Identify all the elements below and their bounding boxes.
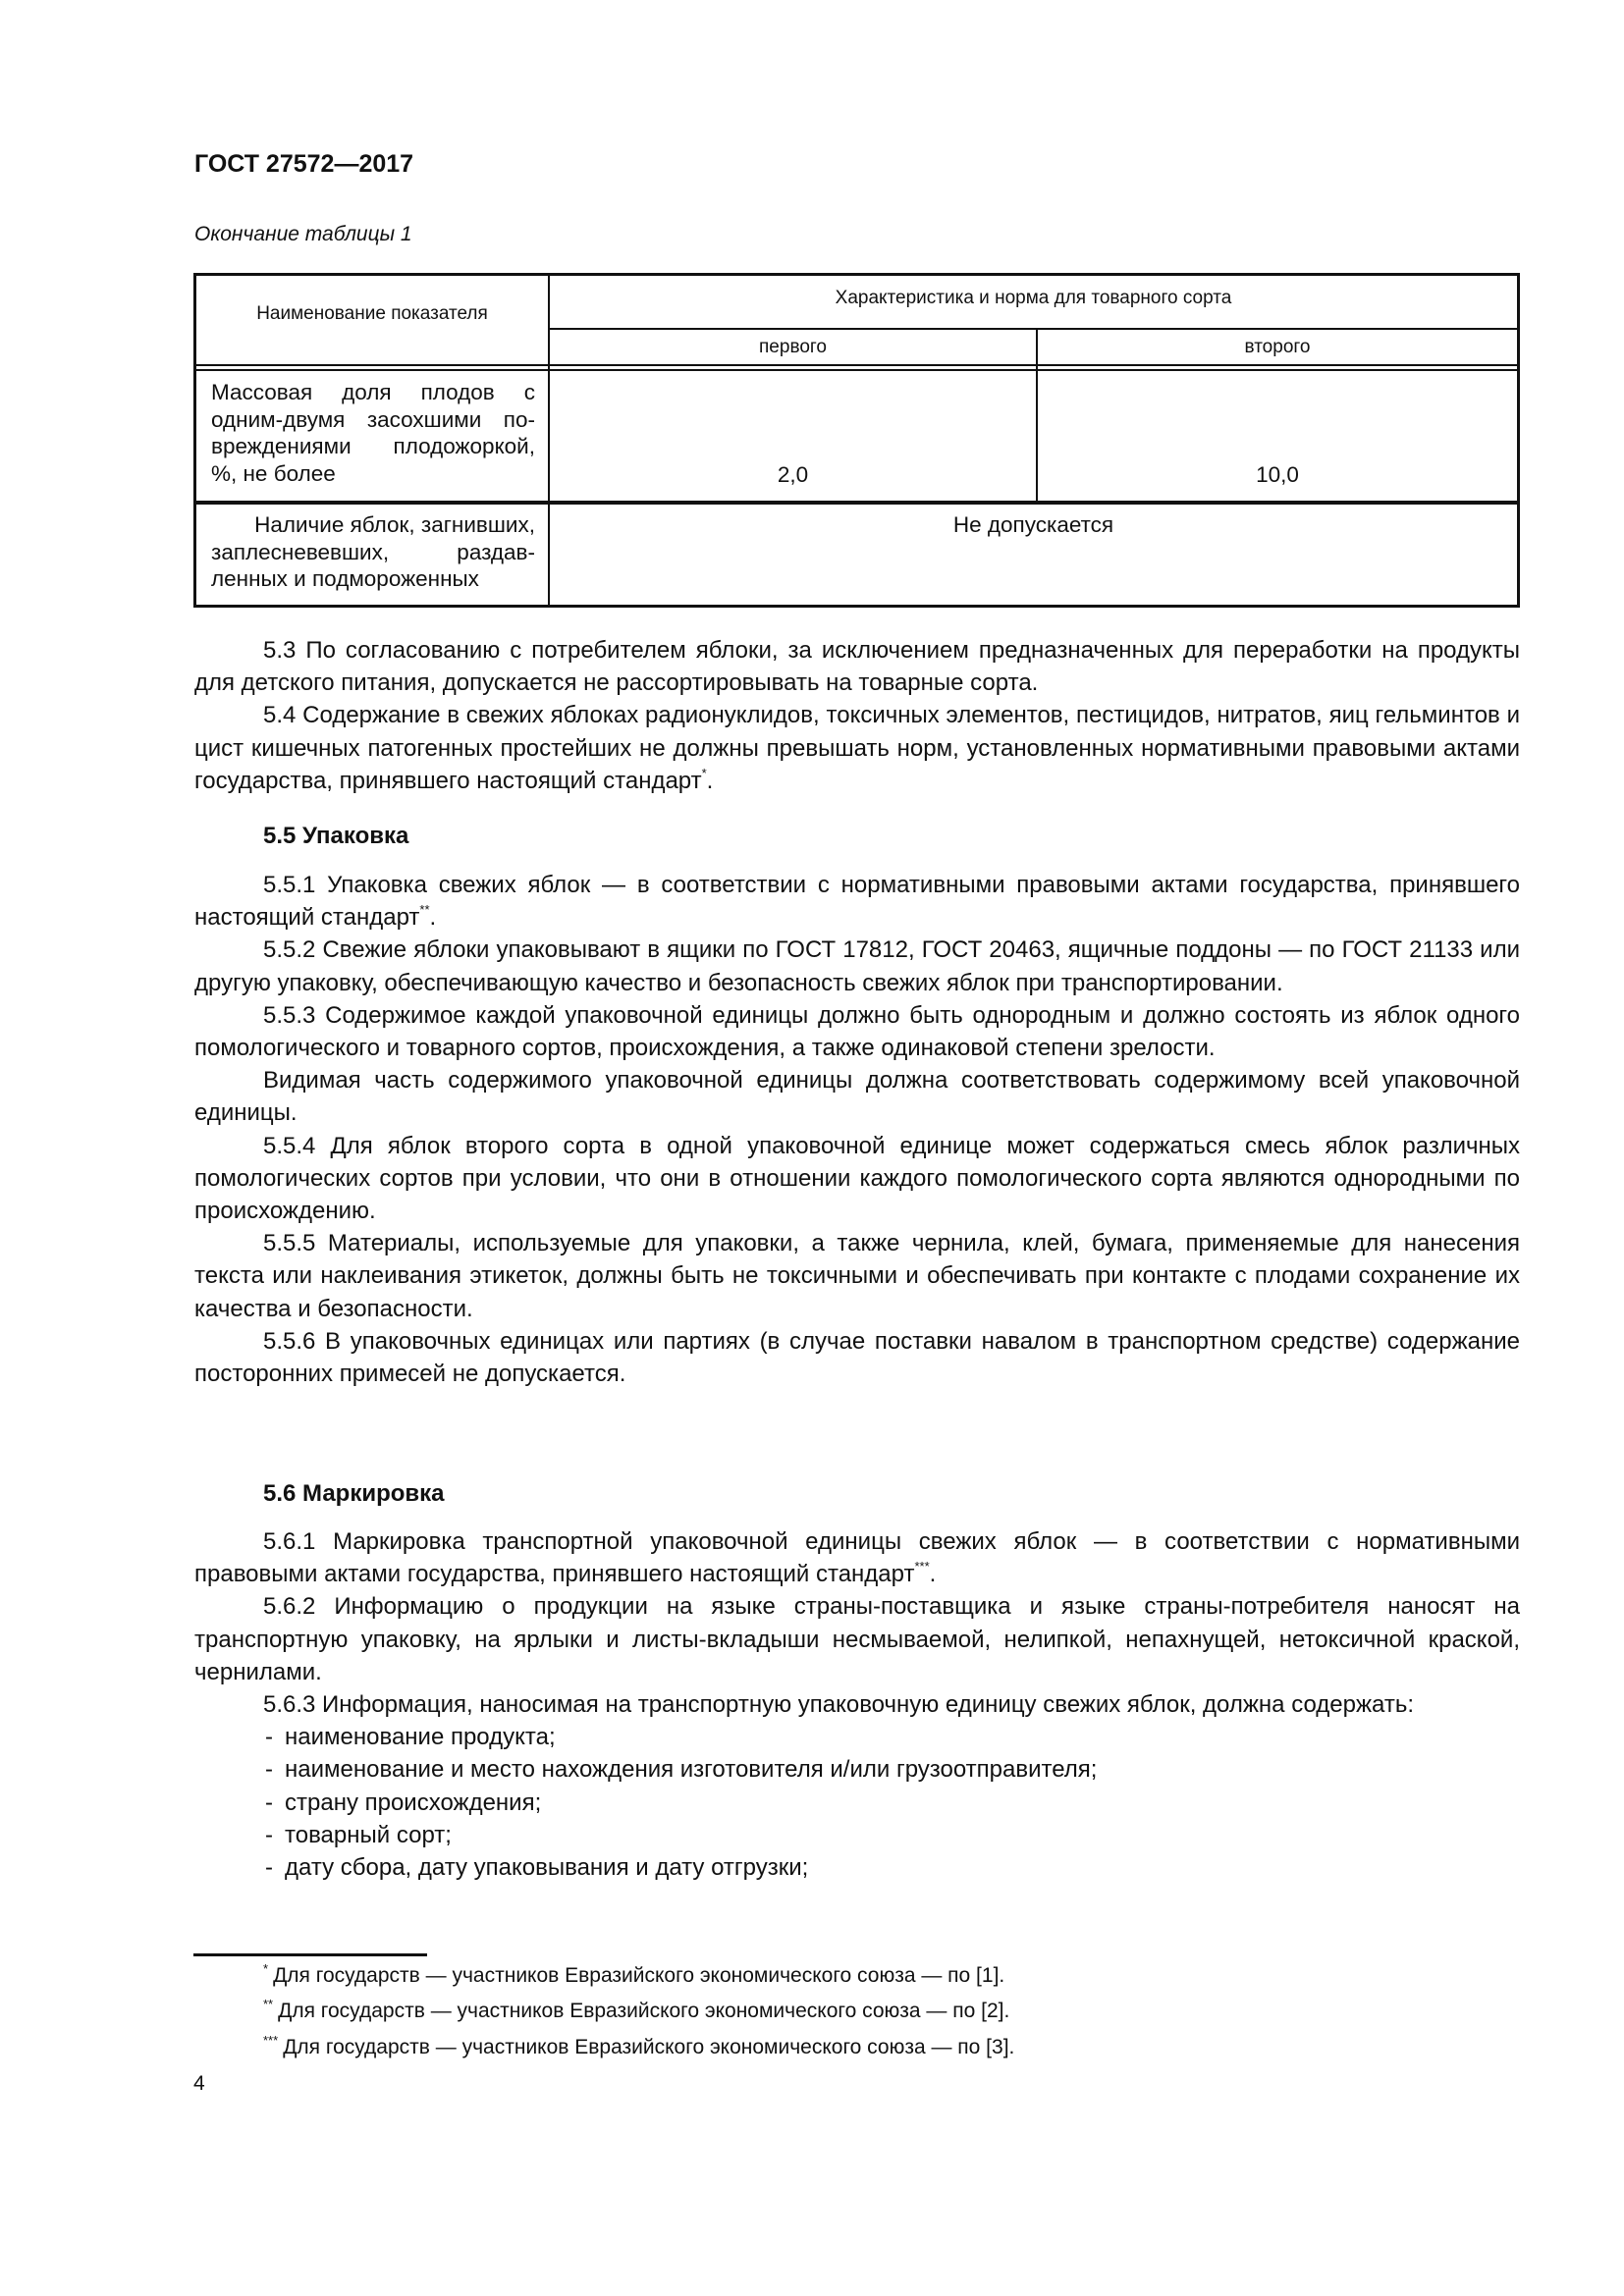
table-border-bottom — [193, 605, 1520, 608]
footnote-3 — [263, 2035, 1014, 2060]
paragraph-5-5-2: 5.5.2 Свежие яблоки упаковывают в ящики по ГОСТ 17812, ГОСТ 20463, ящичные поддоны — по ГОСТ 21133 или другую упаковку, обеспечивающую качество и безопасность свежих яблок при транспортировании. — [194, 936, 1520, 996]
paragraph-5-5-1 — [194, 869, 1520, 934]
page-number: 4 — [193, 2072, 205, 2095]
row-1-indicator — [211, 379, 535, 487]
footnote-1 — [263, 1963, 1004, 1989]
footnote-separator — [193, 1953, 427, 1956]
paragraph-5-4 — [194, 699, 1520, 797]
period: . — [429, 904, 437, 932]
row-1-value-first: 2,0 — [777, 462, 809, 487]
header-double-line-2 — [193, 369, 1520, 371]
dash-bullet: - — [265, 1789, 273, 1816]
paragraph-5-4-text: 5.4 Содержание в свежих яблоках радионуклидов, токсичных элементов, пестицидов, нитратов, яиц гельминтов и цист кишечных патогенных простейших не должны превышать норм, установленных нормативными правовыми актами государства, принявшего настоящий стандарт — [194, 702, 1520, 794]
table-1-continuation — [193, 273, 1520, 608]
list-item-text: страну происхождения; — [285, 1789, 542, 1816]
list-item-text: дату сбора, дату упаковывания и дату отгрузки; — [285, 1854, 809, 1882]
footnote-2 — [263, 1999, 1009, 2024]
paragraph-5-5-3-visible-part: Видимая часть содержимого упаковочной единицы должна соответствовать содержимому всей упаковочной единицы. — [194, 1067, 1520, 1127]
list-item — [194, 1851, 1520, 1884]
header-grade-second: второго — [1244, 337, 1311, 357]
list-item — [194, 1721, 1520, 1753]
period: . — [706, 767, 714, 794]
list-item — [194, 1753, 1520, 1786]
paragraph-5-3: 5.3 По согласованию с потребителем яблоки, за исключением предназначенных для переработки на продукты для детского питания, допускается не рассортировывать на товарные сорта. — [194, 637, 1520, 697]
footnote-text: Для государств — участников Евразийского экономического союза — по [2]. — [278, 2000, 1010, 2022]
section-5-6 — [194, 1525, 1520, 1884]
paragraph-5-5-1-text: 5.5.1 Упаковка свежих яблок — в соответствии с нормативными правовыми актами государства, принявшего настоящий стандарт — [194, 872, 1520, 932]
footnote-mark: *** — [263, 2033, 279, 2048]
section-heading-5-6: 5.6 Маркировка — [263, 1480, 445, 1507]
footnote-text: Для государств — участников Евразийского экономического союза — по [1]. — [273, 1964, 1005, 1987]
paragraph-5-5-5: 5.5.5 Материалы, используемые для упаковки, а также чернила, клей, бумага, применяемые для нанесения текста или наклеивания этикеток, должны быть не токсичными и обеспечивать при контакте с плодами сохранение их качества и безопасности. — [194, 1230, 1520, 1322]
dash-bullet: - — [265, 1756, 273, 1784]
header-double-line-1 — [193, 364, 1520, 366]
dash-bullet: - — [265, 1724, 273, 1751]
footnote-ref-1[interactable]: * — [701, 765, 707, 780]
period: . — [929, 1561, 937, 1588]
table-border-right — [1517, 273, 1520, 608]
dash-bullet: - — [265, 1854, 273, 1882]
paragraph-5-6-3: 5.6.3 Информация, наносимая на транспортную упаковочную единицу свежих яблок, должна содержать: — [263, 1691, 1415, 1719]
header-split-line — [548, 328, 1520, 330]
section-5-3-5-4 — [194, 634, 1520, 797]
row-2-indicator-line: Наличие яблок, загнивших, — [254, 512, 535, 537]
paragraph-5-5-6: 5.5.6 В упаковочных единицах или партиях (в случае поставки навалом в транспортном средстве) содержание посторонних примесей не допускается. — [194, 1327, 1520, 1388]
footnote-ref-2[interactable]: ** — [419, 902, 430, 918]
footnote-mark: ** — [263, 1997, 274, 2011]
row-1-indicator-line: %, не более — [211, 460, 336, 486]
paragraph-5-5-4: 5.5.4 Для яблок второго сорта в одной упаковочной единице может содержаться смесь яблок различных помологических сортов при условии, что они в отношении каждого помологического сорта являются однородными по происхождению. — [194, 1132, 1520, 1225]
list-item-text: наименование и место нахождения изготовителя и/или грузоотправителя; — [285, 1756, 1098, 1784]
row-2-indicator-line: ленных и подмороженных — [211, 566, 479, 591]
footnote-text: Для государств — участников Евразийского экономического союза — по [3]. — [283, 2036, 1015, 2058]
row-1-indicator-line: вреждениями плодожоркой, — [211, 434, 535, 458]
row-1-indicator-line: одним-двумя засохшими по- — [211, 406, 535, 432]
paragraph-5-6-1-text: 5.6.1 Маркировка транспортной упаковочной единицы свежих яблок — в соответствии с нормативными правовыми актами государства, принявшего настоящий стандарт — [194, 1528, 1520, 1588]
row-separator — [193, 501, 1520, 505]
header-characteristic: Характеристика и норма для товарного сорта — [835, 288, 1232, 308]
row-2-indicator-line: заплесневевших, раздав- — [211, 539, 535, 564]
marking-info-list — [194, 1721, 1520, 1884]
header-grade-first: первого — [759, 337, 827, 357]
row-2-indicator — [211, 511, 535, 593]
header-indicator: Наименование показателя — [256, 303, 488, 324]
row-2-merged-value: Не допускается — [952, 512, 1114, 537]
row-1-value-second: 10,0 — [1256, 462, 1299, 487]
section-heading-5-5: 5.5 Упаковка — [263, 823, 409, 849]
list-item — [194, 1819, 1520, 1851]
paragraph-5-6-2: 5.6.2 Информацию о продукции на языке страны-поставщика и языке страны-потребителя наносят на транспортную упаковку, на ярлыки и листы-вкладыши несмываемой, нелипкой, непахнущей, нетоксичной краской, чернилами. — [194, 1593, 1520, 1685]
dash-bullet: - — [265, 1821, 273, 1848]
section-5-5 — [194, 869, 1520, 1390]
document-title: ГОСТ 27572—2017 — [194, 150, 414, 178]
list-item-text: наименование продукта; — [285, 1724, 556, 1751]
paragraph-5-6-1 — [194, 1525, 1520, 1590]
list-item-text: товарный сорт; — [285, 1821, 452, 1848]
column-divider-1 — [548, 273, 550, 608]
table-border-top — [193, 273, 1520, 276]
list-item — [194, 1787, 1520, 1819]
table-caption: Окончание таблицы 1 — [194, 223, 412, 245]
footnote-ref-3[interactable]: *** — [914, 1559, 930, 1575]
footnote-mark: * — [263, 1961, 269, 1976]
row-1-indicator-line: Массовая доля плодов с — [211, 380, 535, 404]
paragraph-5-5-3: 5.5.3 Содержимое каждой упаковочной единицы должно быть однородным и должно состоять из яблок одного помологического и товарного сортов, происхождения, а также одинаковой степени зрелости. — [194, 1001, 1520, 1062]
